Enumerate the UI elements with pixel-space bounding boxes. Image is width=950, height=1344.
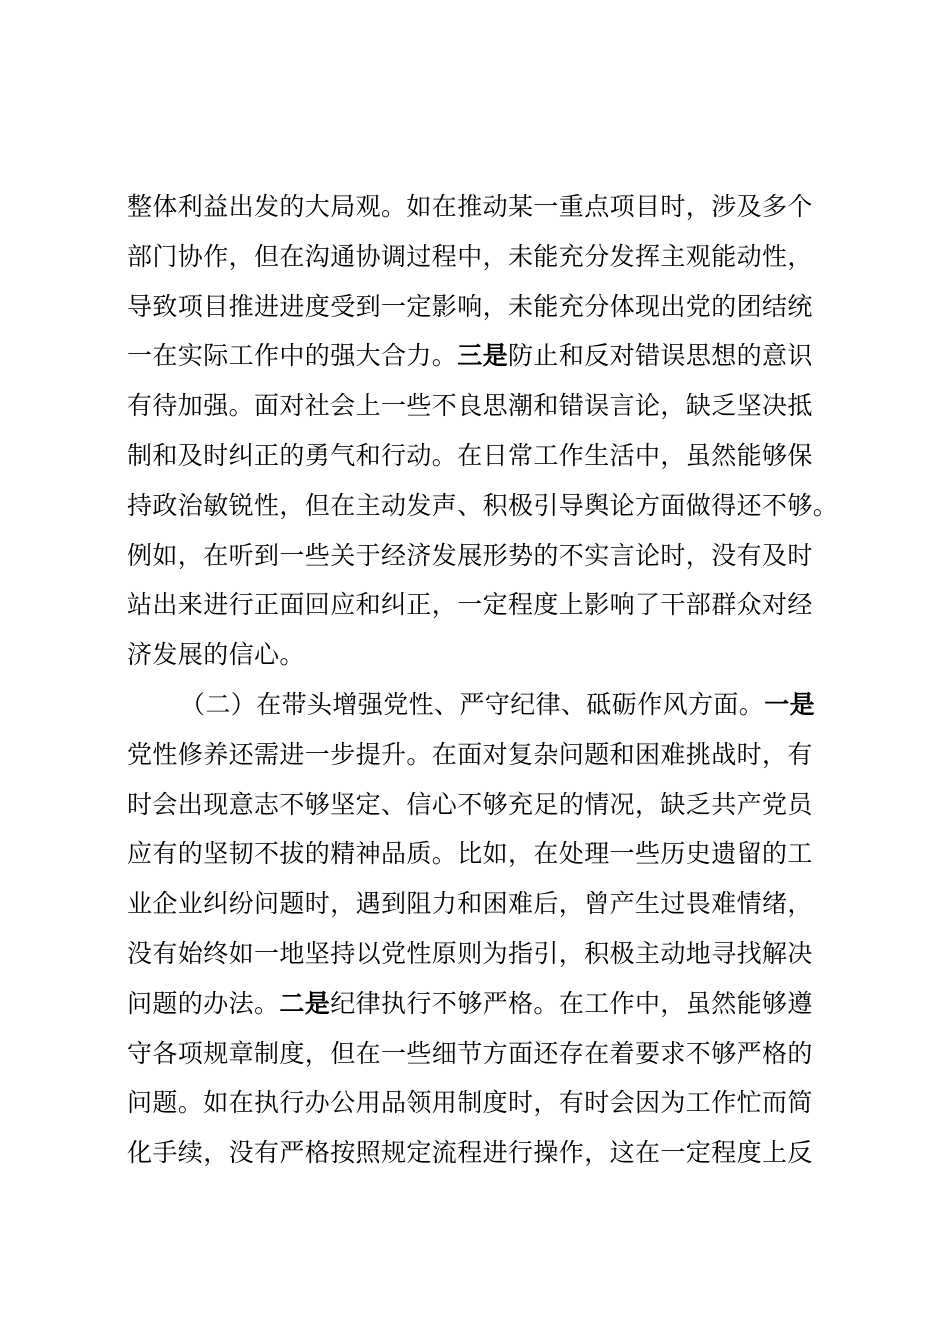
text-line bbox=[127, 481, 847, 531]
text-line bbox=[127, 182, 847, 232]
text-run: 例如，在听到一些关于经济发展形势的不实言论时，没有及时 bbox=[127, 540, 813, 570]
text-line bbox=[127, 232, 847, 282]
text-line bbox=[127, 1029, 847, 1079]
paragraph-continuation bbox=[127, 182, 847, 680]
text-run: 应有的坚韧不拔的精神品质。比如，在处理一些历史遗留的工 bbox=[127, 839, 813, 869]
text-line bbox=[127, 580, 847, 630]
text-run: 业企业纠纷问题时，遇到阻力和困难后，曾产生过畏难情绪， bbox=[127, 889, 813, 919]
text-line bbox=[127, 979, 847, 1029]
text-line bbox=[127, 630, 847, 680]
text-line bbox=[127, 1078, 847, 1128]
text-run: 防止和反对错误思想的意识 bbox=[508, 341, 813, 371]
text-run: 持政治敏锐性，但在主动发声、积极引导舆论方面做得还不够。 bbox=[127, 490, 839, 520]
text-run: 守各项规章制度，但在一些细节方面还存在着要求不够严格的 bbox=[127, 1038, 813, 1068]
text-line bbox=[127, 282, 847, 332]
text-run: 济发展的信心。 bbox=[127, 640, 305, 670]
document-body bbox=[127, 182, 847, 1178]
text-line bbox=[127, 381, 847, 431]
text-run: 站出来进行正面回应和纠正，一定程度上影响了干部群众对经 bbox=[127, 590, 813, 620]
text-run: 时会出现意志不够坚定、信心不够充足的情况，缺乏共产党员 bbox=[127, 789, 813, 819]
text-run: 一在实际工作中的强大合力。 bbox=[127, 341, 458, 371]
section-heading-line bbox=[127, 680, 847, 730]
text-run: 导致项目推进进度受到一定影响，未能充分体现出党的团结统 bbox=[127, 291, 813, 321]
text-run: 部门协作，但在沟通协调过程中，未能充分发挥主观能动性， bbox=[127, 241, 813, 271]
text-run: 没有始终如一地坚持以党性原则为指引，积极主动地寻找解决 bbox=[127, 938, 813, 968]
text-line bbox=[127, 929, 847, 979]
bold-marker: 三是 bbox=[457, 341, 509, 371]
text-run: 制和及时纠正的勇气和行动。在日常工作生活中，虽然能够保 bbox=[127, 440, 813, 470]
text-line bbox=[127, 531, 847, 581]
text-line bbox=[127, 879, 847, 929]
text-run: 问题的办法。 bbox=[127, 988, 280, 1018]
text-line bbox=[127, 331, 847, 381]
text-run: 问题。如在执行办公用品领用制度时，有时会因为工作忙而简 bbox=[127, 1088, 813, 1118]
paragraph-section-two bbox=[127, 680, 847, 1178]
text-run: 党性修养还需进一步提升。在面对复杂问题和困难挑战时，有 bbox=[127, 739, 813, 769]
text-line bbox=[127, 780, 847, 830]
text-line bbox=[127, 829, 847, 879]
text-run: 整体利益出发的大局观。如在推动某一重点项目时，涉及多个 bbox=[127, 192, 813, 221]
bold-marker: 二是 bbox=[279, 988, 331, 1018]
text-line bbox=[127, 1128, 847, 1178]
text-line bbox=[127, 431, 847, 481]
text-run: 纪律执行不够严格。在工作中，虽然能够遵 bbox=[330, 988, 813, 1018]
text-run: 化手续，没有严格按照规定流程进行操作，这在一定程度上反 bbox=[127, 1138, 813, 1168]
text-run: 有待加强。面对社会上一些不良思潮和错误言论，缺乏坚决抵 bbox=[127, 391, 813, 421]
bold-marker: 一是 bbox=[764, 689, 816, 719]
text-line bbox=[127, 730, 847, 780]
section-heading: （二）在带头增强党性、严守纪律、砥砺作风方面。 bbox=[180, 689, 765, 719]
